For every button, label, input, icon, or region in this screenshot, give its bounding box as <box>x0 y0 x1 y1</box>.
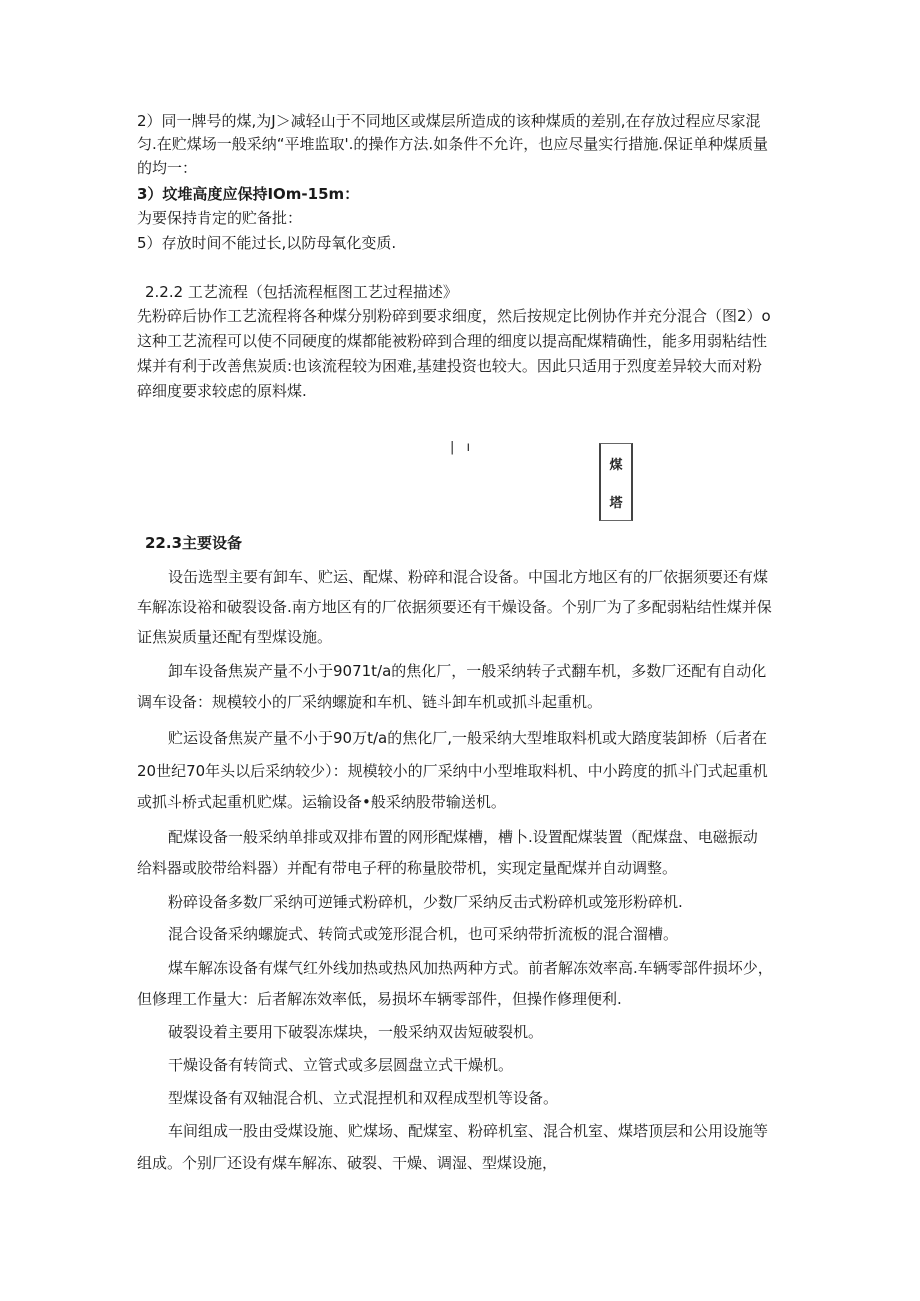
storage-note-5: 5）存放时间不能过长,以防母氧化变质. <box>137 234 397 252</box>
body-line: 型煤设备有双轴混合机、立式混捏机和双程成型机等设备。 <box>168 1089 559 1107</box>
body-line: 破裂设着主要用下破裂冻煤块，一般采纳双齿短破裂机。 <box>168 1023 544 1041</box>
storage-note-3: 3）坟堆高度应保持IOm-15m： <box>137 185 360 203</box>
body-line: 给料器或胶带给料器）并配有带电子秤的称量胶带机，实现定量配煤并自动调整。 <box>137 859 678 877</box>
section-2-2-3-heading: 22.3主要设备 <box>145 534 243 552</box>
section-2-2-2-line3: 煤并有利于改善焦炭质:也该流程较为困难,基建投资也较大。因此只适用于烈度差异较大而对粉 <box>137 357 762 375</box>
coal-tower-char-2: 塔 <box>609 495 623 511</box>
storage-note-2-line2: 匀.在贮煤场一般采纳“平堆监取'.的操作方法.如条件不允许，也应尽量实行措施.保证单种煤质量 <box>137 135 768 153</box>
coal-tower-char-1: 煤 <box>609 457 623 473</box>
coal-tower-box <box>599 443 633 521</box>
section-2-2-2-line4: 碎细度要求较虑的原料煤. <box>137 382 307 400</box>
body-line: 车解冻设裕和破裂设备.南方地区有的厂依据须要还有干燥设备。个别厂为了多配弱粘结性煤并保 <box>137 598 772 616</box>
storage-note-2-line1: 2）同一牌号的煤,为J＞减轻山于不同地区或煤层所造成的该种煤质的差别,在存放过程应尽家混 <box>137 112 761 130</box>
body-line: 粉碎设备多数厂采纳可逆锤式粉碎机，少数厂采纳反击式粉碎机或笼形粉碎机. <box>168 893 683 911</box>
body-line: 组成。个别厂还设有煤车解冻、破裂、干燥、调湿、型煤设施， <box>137 1154 558 1172</box>
body-line: 配煤设备一般采纳单排或双排布置的网形配煤槽，槽卜.设置配煤装置（配煤盘、电磁振动 <box>168 828 758 846</box>
body-line: 但修理工作量大：后者解冻效率低，易损坏车辆零部件，但操作修理便利. <box>137 990 622 1008</box>
section-2-2-2-heading: 2.2.2 工艺流程（包括流程框图工艺过程描述》 <box>145 283 458 301</box>
section-2-2-2-line1: 先粉碎后协作工艺流程将各种煤分别粉碎到要求细度，然后按规定比例协作并充分混合（图2）o <box>137 307 771 325</box>
section-2-2-2-line2: 这种工艺流程可以使不同硬度的煤都能被粉碎到合理的细度以提高配煤精确性，能多用弱粘结性 <box>137 332 768 350</box>
body-line: 车间组成一股由受煤设施、贮煤场、配煤室、粉碎机室、混合机室、煤塔顶层和公用设施等 <box>168 1122 769 1140</box>
body-line: 证焦炭质量还配有型煤设施。 <box>137 628 333 646</box>
storage-note-2-line3: 的均一： <box>137 159 198 177</box>
body-line: 调车设备：规模较小的厂采纳螺旋和车机、链斗卸车机或抓斗起重机。 <box>137 693 603 711</box>
storage-note-4: 为要保持肯定的贮备批： <box>137 209 303 227</box>
body-line: 煤车解冻设备有煤气红外线加热或热风加热两种方式。前者解冻效率高.车辆零部件损坏少， <box>168 959 773 977</box>
body-line: 卸车设备焦炭产量不小于9071t/a的焦化厂，一般采纳转子式翻车机，多数厂还配有自动化 <box>168 662 767 680</box>
body-line: 混合设备采纳螺旋式、转筒式或笼形混合机，也可采纳带折流板的混合溜槽。 <box>168 925 679 943</box>
body-line: 贮运设备焦炭产量不小于90万t/a的焦化厂,一般采纳大型堆取料机或大踏度装卸桥（后者在 <box>168 729 767 747</box>
body-line: 或抓斗桥式起重机贮煤。运输设备•般采纳股带输送机。 <box>137 793 506 811</box>
body-line: 20世纪70年头以后采纳较少）：规模较小的厂采纳中小型堆取料机、中小跨度的抓斗门式起重机 <box>137 762 768 780</box>
figure-fragment-marks: | ı <box>450 440 475 455</box>
body-line: 设缶选型主要有卸车、贮运、配煤、粉碎和混合设备。中国北方地区有的厂依据须要还有煤 <box>168 568 769 586</box>
body-line: 干燥设备有转筒式、立管式或多层圆盘立式干燥机。 <box>168 1056 514 1074</box>
